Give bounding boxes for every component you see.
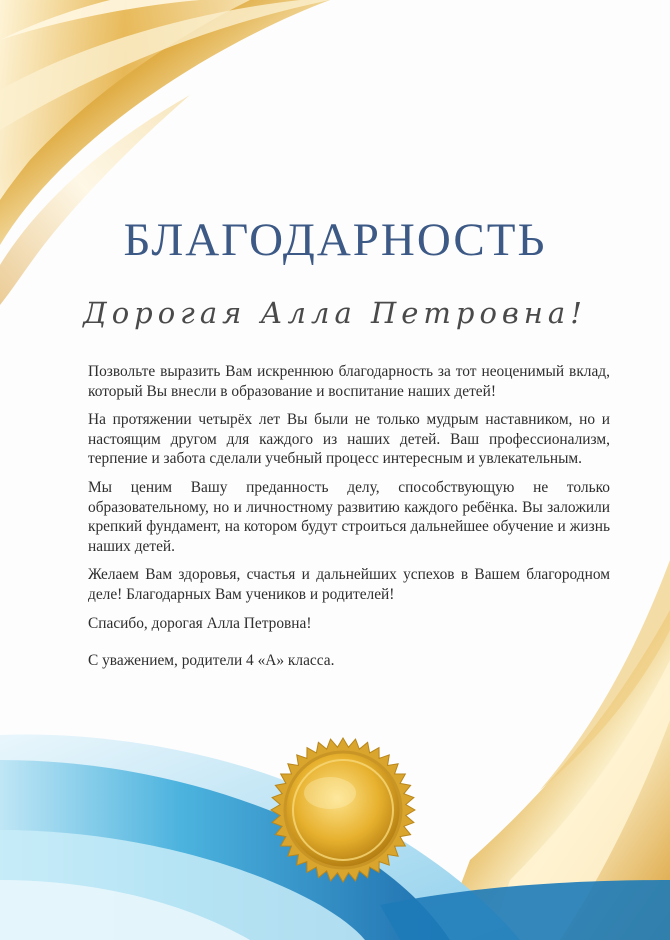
paragraph-4: Желаем Вам здоровья, счастья и дальнейших успехов в Вашем благородном деле! Благодарных Вам учеников и родителей!: [88, 566, 610, 603]
paragraph-1: Позвольте выразить Вам искреннюю благодарность за тот неоценимый вклад, который Вы внесли в образование и воспитание наших детей!: [88, 363, 610, 400]
greeting-line: Дорогая Алла Петровна!: [83, 296, 587, 330]
thanks-line: Спасибо, дорогая Алла Петровна!: [88, 614, 312, 632]
gold-seal-icon: [268, 735, 418, 885]
certificate-title: БЛАГОДАРНОСТЬ: [123, 214, 547, 266]
paragraph-3: Мы ценим Вашу преданность делу, способствующую не только образовательному, но и личностному развитию каждого ребёнка. Вы заложили крепкий фундамент, на котором будут строиться дальнейшее обучение и жизнь наших детей.: [88, 478, 610, 555]
letter-body: [88, 362, 610, 680]
signature-line: С уважением, родители 4 «А» класса.: [88, 652, 335, 670]
paragraph-2: На протяжении четырёх лет Вы были не только мудрым наставником, но и настоящим другом для каждого из наших детей. Ваш профессионализм, терпение и забота сделали учебный процесс интересным и увлекательным.: [88, 411, 610, 468]
